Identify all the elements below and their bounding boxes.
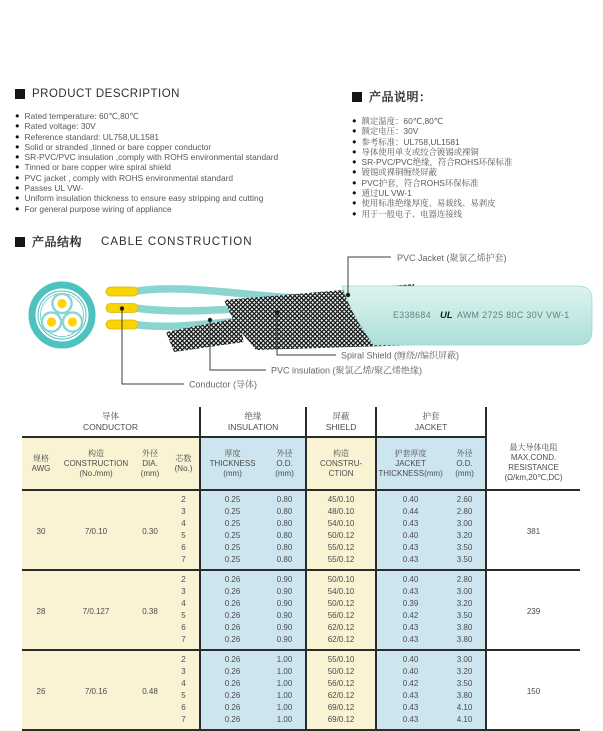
- product-description-list: [15, 112, 347, 213]
- cell-shield-construction: 55/0.12: [306, 554, 376, 570]
- table-group-header-row: [22, 407, 580, 437]
- group-shield: [306, 407, 376, 437]
- cell-ins-thickness: 0.26: [200, 678, 264, 690]
- cell-dia: 0.30: [132, 490, 168, 570]
- cell-jacket-thickness: 0.40: [376, 666, 444, 678]
- cell-ins-thickness: 0.26: [200, 634, 264, 650]
- cell-ins-od: 0.90: [264, 598, 306, 610]
- bullet-item: [15, 143, 347, 152]
- table-row: [22, 490, 580, 506]
- conductor-label: Conductor (导体): [189, 379, 258, 390]
- shield-label: Spiral Shield (缠绕//编织屏蔽): [341, 350, 460, 361]
- cell-ins-od: 0.80: [264, 554, 306, 570]
- cell-ins-thickness: 0.26: [200, 714, 264, 730]
- group-insulation: [200, 407, 306, 437]
- cell-resistance: 239: [486, 570, 580, 650]
- col-ins-thickness: 厚度 THICKNESS (mm): [200, 437, 264, 490]
- col-shield-construction: 构造 CONSTRU- CTION: [306, 437, 376, 490]
- insulation-label: PVC insulation (聚氯乙烯/聚乙烯绝缘): [271, 365, 423, 376]
- bullet-text: 参考标准：UL758,UL1581: [361, 136, 460, 147]
- spec-table-section: [22, 407, 582, 731]
- cell-cores: 3: [168, 586, 200, 598]
- product-description-cn-title-text: 产品说明：: [369, 90, 432, 104]
- spec-block-awg-26: [22, 650, 580, 730]
- cell-jacket-od: 3.00: [444, 650, 486, 666]
- cell-ins-od: 1.00: [264, 714, 306, 730]
- cell-ins-od: 1.00: [264, 690, 306, 702]
- cell-shield-construction: 62/0.12: [306, 622, 376, 634]
- cell-ins-od: 0.90: [264, 586, 306, 598]
- cell-ins-od: 0.80: [264, 518, 306, 530]
- bullet-text: Rated temperature: 60℃,80℃: [24, 111, 139, 121]
- cell-ins-thickness: 0.26: [200, 570, 264, 586]
- bullet-icon: ●: [15, 141, 20, 151]
- cell-jacket-od: 2.60: [444, 490, 486, 506]
- cell-shield-construction: 69/0.12: [306, 714, 376, 730]
- cell-ins-od: 1.00: [264, 678, 306, 690]
- cell-ins-thickness: 0.25: [200, 554, 264, 570]
- group-jacket-cn: 护套: [422, 411, 440, 421]
- bullet-item: [352, 210, 600, 219]
- cell-jacket-od: 3.00: [444, 586, 486, 598]
- bullet-icon: ●: [352, 167, 357, 177]
- group-shield-cn: 屏蔽: [332, 411, 350, 421]
- bullet-text: For general purpose wiring of appliance: [24, 203, 172, 214]
- cell-jacket-od: 3.50: [444, 678, 486, 690]
- section-square-icon: [15, 89, 25, 99]
- group-insulation-cn: 绝缘: [244, 411, 262, 421]
- bullet-text: 额定电压：30V: [361, 126, 419, 137]
- cell-ins-od: 1.00: [264, 702, 306, 714]
- cell-ins-od: 1.00: [264, 650, 306, 666]
- bullet-item: [352, 168, 600, 177]
- bullet-text: Uniform insulation thickness to ensure easy stripping and cutting: [24, 193, 264, 204]
- bullet-icon: ●: [352, 116, 357, 125]
- cell-shield-construction: 62/0.12: [306, 690, 376, 702]
- cell-ins-thickness: 0.25: [200, 506, 264, 518]
- cell-ins-od: 1.00: [264, 666, 306, 678]
- cell-jacket-thickness: 0.43: [376, 542, 444, 554]
- cell-construction: 7/0.127: [60, 570, 132, 650]
- bullet-item: [15, 163, 347, 172]
- bullet-item: [15, 133, 347, 142]
- bullet-item: [15, 205, 347, 214]
- cell-jacket-thickness: 0.40: [376, 650, 444, 666]
- cell-cores: 5: [168, 610, 200, 622]
- group-resistance-empty: [486, 407, 580, 437]
- bullet-item: [352, 158, 600, 167]
- cell-jacket-thickness: 0.43: [376, 518, 444, 530]
- jacket-print-ul-number: E338684: [393, 310, 432, 320]
- cell-jacket-od: 3.50: [444, 542, 486, 554]
- cell-jacket-thickness: 0.42: [376, 678, 444, 690]
- cell-ins-thickness: 0.26: [200, 702, 264, 714]
- cell-jacket-thickness: 0.40: [376, 530, 444, 542]
- bullet-item: [15, 194, 347, 203]
- col-jacket-thickness: 护套厚度 JACKET THICKNESS(mm): [376, 437, 444, 490]
- table-row: [22, 570, 580, 586]
- cable-construction-title-en: CABLE CONSTRUCTION: [101, 235, 253, 248]
- cell-ins-thickness: 0.26: [200, 598, 264, 610]
- bullet-icon: ●: [352, 136, 357, 146]
- bullet-item: [352, 199, 600, 208]
- cell-shield-construction: 56/0.12: [306, 678, 376, 690]
- col-jacket-od: 外径 O.D. (mm): [444, 437, 486, 490]
- bullet-item: [15, 112, 347, 121]
- cell-jacket-od: 2.80: [444, 570, 486, 586]
- cell-ins-thickness: 0.26: [200, 586, 264, 598]
- bullet-text: 导体使用单支或绞合镀锡或裸铜: [361, 146, 479, 157]
- group-conductor-cn: 导体: [102, 411, 120, 421]
- cell-cores: 6: [168, 622, 200, 634]
- bullet-text: 额定温度：60℃,80℃: [361, 116, 444, 126]
- bullet-item: [352, 127, 600, 136]
- cell-jacket-thickness: 0.43: [376, 622, 444, 634]
- bullet-icon: ●: [15, 111, 20, 120]
- cell-cores: 2: [168, 490, 200, 506]
- cell-ins-thickness: 0.25: [200, 530, 264, 542]
- cell-cores: 4: [168, 598, 200, 610]
- bullet-text: Rated voltage: 30V: [24, 121, 96, 132]
- bullet-icon: ●: [352, 198, 357, 208]
- group-jacket-en: JACKET: [414, 421, 448, 432]
- spec-block-awg-28: [22, 570, 580, 650]
- cell-shield-construction: 69/0.12: [306, 702, 376, 714]
- bullet-icon: ●: [352, 126, 357, 136]
- cell-shield-construction: 56/0.12: [306, 610, 376, 622]
- cell-cores: 5: [168, 690, 200, 702]
- cell-ins-thickness: 0.25: [200, 490, 264, 506]
- product-description-cn-list: [352, 117, 600, 218]
- cell-shield-construction: 50/0.10: [306, 570, 376, 586]
- cell-cores: 6: [168, 702, 200, 714]
- spec-block-awg-30: [22, 490, 580, 570]
- product-description-title: [15, 88, 347, 100]
- cell-ins-thickness: 0.26: [200, 610, 264, 622]
- bullet-icon: ●: [15, 193, 20, 203]
- cell-dia: 0.38: [132, 570, 168, 650]
- bullet-text: 使用标准绝缘厚度、易裁线、易剥皮: [361, 198, 496, 209]
- bullet-item: [352, 138, 600, 147]
- bullet-item: [352, 117, 600, 126]
- ul-mark-icon: UL: [440, 310, 453, 321]
- cell-jacket-od: 2.80: [444, 506, 486, 518]
- group-conductor-en: CONDUCTOR: [82, 421, 139, 432]
- bullet-item: [15, 184, 347, 193]
- cell-ins-od: 0.80: [264, 490, 306, 506]
- cell-ins-thickness: 0.25: [200, 518, 264, 530]
- bullet-icon: ●: [352, 208, 357, 218]
- cell-cores: 4: [168, 678, 200, 690]
- bullet-text: Solid or stranded ,tinned or bare copper conductor: [24, 141, 212, 152]
- cell-jacket-od: 3.00: [444, 518, 486, 530]
- bullet-item: [15, 122, 347, 131]
- cell-shield-construction: 48/0.10: [306, 506, 376, 518]
- cell-jacket-thickness: 0.40: [376, 490, 444, 506]
- bullet-text: Tinned or bare copper wire spiral shield: [24, 162, 171, 173]
- group-insulation-en: INSULATION: [227, 421, 279, 432]
- cell-ins-od: 0.80: [264, 530, 306, 542]
- cell-jacket-od: 3.20: [444, 598, 486, 610]
- cell-shield-construction: 55/0.12: [306, 542, 376, 554]
- cell-construction: 7/0.16: [60, 650, 132, 730]
- cell-cores: 6: [168, 542, 200, 554]
- cell-jacket-od: 3.50: [444, 610, 486, 622]
- bullet-icon: ●: [15, 203, 20, 213]
- bullet-item: [352, 148, 600, 157]
- bullet-item: [15, 153, 347, 162]
- table-row: [22, 650, 580, 666]
- bullet-text: SR-PVC/PVC绝缘，符合ROHS环保标准: [361, 157, 513, 168]
- cell-shield-construction: 50/0.12: [306, 666, 376, 678]
- col-dia: 外径 DIA. (mm): [132, 437, 168, 490]
- bullet-text: PVC jacket , comply with ROHS environmental standard: [24, 172, 234, 183]
- cell-jacket-od: 3.80: [444, 622, 486, 634]
- cell-ins-od: 0.90: [264, 622, 306, 634]
- cell-jacket-od: 4.10: [444, 702, 486, 714]
- bullet-text: 通过UL VW-1: [361, 187, 412, 198]
- cell-ins-od: 0.90: [264, 634, 306, 650]
- bullet-item: [352, 179, 600, 188]
- cell-jacket-od: 3.20: [444, 666, 486, 678]
- col-max-resistance: 最大导体电阻 MAX.COND. RESISTANCE (Ω/km,20℃,DC): [486, 437, 580, 490]
- bullet-text: Reference standard: UL758,UL1581: [24, 131, 160, 142]
- product-description-cn-title: [352, 88, 600, 105]
- cell-cores: 4: [168, 518, 200, 530]
- bullet-icon: ●: [352, 146, 357, 156]
- cell-ins-thickness: 0.25: [200, 542, 264, 554]
- cell-ins-thickness: 0.26: [200, 622, 264, 634]
- bullet-item: [15, 174, 347, 183]
- cell-resistance: 150: [486, 650, 580, 730]
- cell-jacket-od: 3.20: [444, 530, 486, 542]
- cell-cores: 3: [168, 666, 200, 678]
- bullet-text: SR-PVC/PVC insulation ,comply with ROHS environmental standard: [24, 152, 279, 163]
- jacket-print-awm-rating: AWM 2725 80C 30V VW-1: [457, 310, 570, 320]
- cell-cores: 3: [168, 506, 200, 518]
- cell-jacket-od: 3.80: [444, 690, 486, 702]
- cell-shield-construction: 45/0.10: [306, 490, 376, 506]
- cell-jacket-thickness: 0.43: [376, 702, 444, 714]
- cell-jacket-od: 3.50: [444, 554, 486, 570]
- cell-awg: 28: [22, 570, 60, 650]
- product-description-section: [15, 88, 347, 215]
- col-construction: 构造 CONSTRUCTION (No./mm): [60, 437, 132, 490]
- cell-jacket-thickness: 0.43: [376, 714, 444, 730]
- cell-ins-od: 0.90: [264, 610, 306, 622]
- bullet-icon: ●: [352, 157, 357, 167]
- bullet-text: 用于一般电子、电器连接线: [361, 208, 463, 219]
- bullet-icon: ●: [15, 121, 20, 131]
- cell-ins-thickness: 0.26: [200, 650, 264, 666]
- cell-ins-thickness: 0.26: [200, 690, 264, 702]
- cell-awg: 30: [22, 490, 60, 570]
- cell-jacket-thickness: 0.43: [376, 554, 444, 570]
- bullet-icon: ●: [15, 162, 20, 172]
- bullet-icon: ●: [15, 182, 20, 192]
- cell-dia: 0.48: [132, 650, 168, 730]
- bullet-item: [352, 189, 600, 198]
- cell-ins-od: 0.90: [264, 570, 306, 586]
- cell-ins-od: 0.80: [264, 506, 306, 518]
- group-jacket: [376, 407, 486, 437]
- cell-shield-construction: 50/0.12: [306, 598, 376, 610]
- cell-shield-construction: 54/0.10: [306, 586, 376, 598]
- cell-jacket-od: 4.10: [444, 714, 486, 730]
- cell-cores: 7: [168, 554, 200, 570]
- cell-jacket-thickness: 0.39: [376, 598, 444, 610]
- cell-ins-od: 0.80: [264, 542, 306, 554]
- cell-jacket-od: 3.80: [444, 634, 486, 650]
- cell-jacket-thickness: 0.43: [376, 690, 444, 702]
- cell-cores: 2: [168, 650, 200, 666]
- cell-jacket-thickness: 0.44: [376, 506, 444, 518]
- product-description-title-text: PRODUCT DESCRIPTION: [32, 88, 180, 100]
- col-awg: 规格 AWG: [22, 437, 60, 490]
- cable-construction-title-cn: 产品结构: [32, 235, 83, 249]
- cell-awg: 26: [22, 650, 60, 730]
- spec-table: [22, 407, 580, 731]
- cell-cores: 7: [168, 634, 200, 650]
- cell-cores: 5: [168, 530, 200, 542]
- cell-ins-thickness: 0.26: [200, 666, 264, 678]
- bullet-text: 镀锡或裸铜缠绕屏蔽: [361, 167, 437, 178]
- cell-jacket-thickness: 0.42: [376, 610, 444, 622]
- group-shield-en: SHIELD: [325, 421, 357, 432]
- bullet-icon: ●: [352, 187, 357, 197]
- col-cores: 芯数 (No.): [168, 437, 200, 490]
- section-square-icon: [352, 92, 362, 102]
- cable-cross-section-icon: [32, 285, 92, 345]
- bullet-icon: ●: [15, 152, 20, 162]
- bullet-icon: ●: [15, 172, 20, 182]
- cell-jacket-thickness: 0.40: [376, 570, 444, 586]
- cell-shield-construction: 55/0.10: [306, 650, 376, 666]
- group-conductor: [22, 407, 200, 437]
- cell-construction: 7/0.10: [60, 490, 132, 570]
- bullet-text: Passes UL VW-: [24, 182, 84, 193]
- cell-cores: 2: [168, 570, 200, 586]
- cell-shield-construction: 54/0.10: [306, 518, 376, 530]
- cell-shield-construction: 50/0.12: [306, 530, 376, 542]
- cell-jacket-thickness: 0.43: [376, 634, 444, 650]
- cell-jacket-thickness: 0.43: [376, 586, 444, 598]
- cable-construction-diagram: [0, 244, 603, 406]
- cell-shield-construction: 62/0.12: [306, 634, 376, 650]
- product-description-cn-section: [352, 88, 600, 220]
- cell-cores: 7: [168, 714, 200, 730]
- table-column-header-row: [22, 437, 580, 490]
- cell-resistance: 381: [486, 490, 580, 570]
- bullet-icon: ●: [15, 131, 20, 141]
- bullet-text: PVC护套，符合ROHS环保标准: [361, 177, 479, 188]
- col-ins-od: 外径 O.D. (mm): [264, 437, 306, 490]
- jacket-label: PVC Jacket (聚氯乙烯护套): [397, 253, 507, 263]
- bullet-icon: ●: [352, 177, 357, 187]
